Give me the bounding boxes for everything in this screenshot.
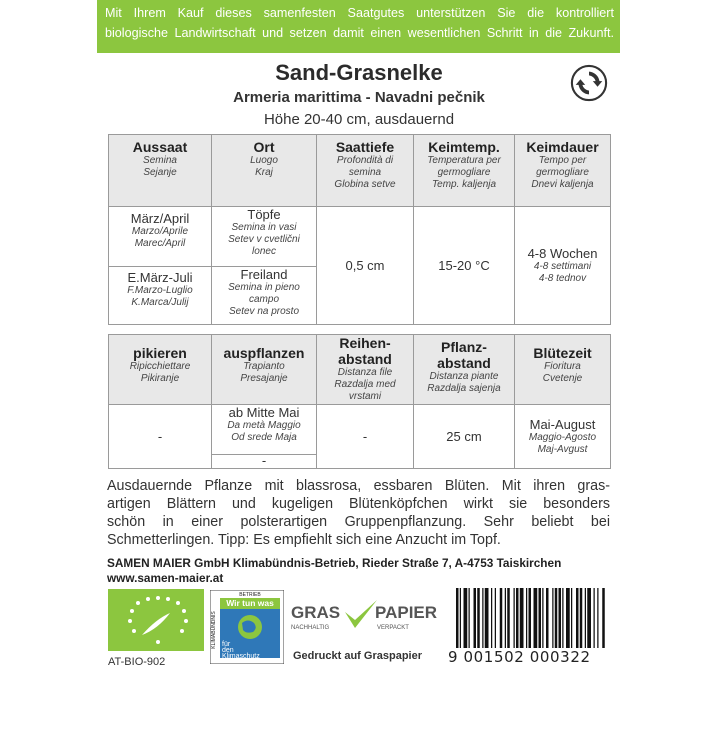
cell-keimdauer: 4-8 Wochen 4-8 settimani 4-8 tednov <box>515 207 611 325</box>
description-line-1: Ausdauernde Pflanze mit blassrosa, essbaren Blüten. Mit ihren gras- <box>107 478 610 494</box>
product-height: Höhe 20-40 cm, ausdauernd <box>263 111 455 128</box>
barcode-icon <box>452 588 610 650</box>
klima-line-4: Klimaschutz <box>222 653 260 660</box>
sowing-table <box>108 134 611 325</box>
klima-line-3: den <box>222 647 234 654</box>
header-aussaat: Aussaat Semina Sejanje <box>109 135 212 207</box>
klima-side-text: KLIMABÜNDNIS <box>211 611 217 649</box>
gras-sub-2: VERPACKT <box>377 625 409 631</box>
company-address: SAMEN MAIER GmbH Klimabündnis-Betrieb, Rieder Straße 7, A-4753 Taiskirchen <box>107 556 562 570</box>
klimabuendnis-logo-icon <box>210 590 284 664</box>
eu-bio-code: AT-BIO-902 <box>108 656 166 668</box>
cell-ausp-2: - <box>212 455 317 469</box>
eu-organic-logo-icon <box>108 589 204 651</box>
gras-word-2: PAPIER <box>375 603 438 622</box>
cell-ort-2: Freiland Semina in pieno campo Setev na prosto <box>212 267 317 325</box>
cell-pikieren: - <box>109 405 212 469</box>
klima-line-2: für <box>222 641 231 648</box>
banner-line-1: Mit Ihrem Kauf dieses samenfesten Saatgutes unterstützen Sie die kontrolliert <box>105 6 614 20</box>
planting-table <box>108 334 611 469</box>
header-bluetezeit: Blütezeit Fioritura Cvetenje <box>515 335 611 405</box>
description <box>107 477 610 549</box>
cell-pflanzabstand: 25 cm <box>414 405 515 469</box>
gras-sub-1: NACHHALTIG <box>291 625 330 631</box>
header-reihenabstand: Reihen- abstand Distanza file Razdalja med vrstami <box>317 335 414 405</box>
klima-top-text: BETRIEB <box>239 592 261 598</box>
description-line-2: artigen Blättern und kugeligen Blütenköpfchen wirkt sie besonders <box>107 496 610 512</box>
header-auspflanzen: auspflanzen Trapianto Presajanje <box>212 335 317 405</box>
header-keimtemp: Keimtemp. Temperatura per germogliare Temp. kaljenja <box>414 135 515 207</box>
header-pikieren: pikieren Ripicchiettare Pikiranje <box>109 335 212 405</box>
banner-line-2: biologische Landwirtschaft und setzen damit einen wesentlichen Schritt in die Zukunft. <box>105 26 614 40</box>
gras-word-1: GRAS <box>291 603 341 622</box>
description-line-3: schön in einer polsterartigen Gruppenpflanzung. Sehr beliebt bei <box>107 514 610 530</box>
header-ort: Ort Luogo Kraj <box>212 135 317 207</box>
header-keimdauer: Keimdauer Tempo per germogliare Dnevi kaljenja <box>515 135 611 207</box>
cell-bluetezeit: Mai-August Maggio-Agosto Maj-Avgust <box>515 405 611 469</box>
cell-reihenabstand: - <box>317 405 414 469</box>
barcode-number: 9 001502 000322 <box>448 648 591 666</box>
product-subtitle: Armeria marittima - Navadni pečnik <box>233 89 485 106</box>
graspapier-note: Gedruckt auf Graspapier <box>293 650 422 662</box>
cell-ausp-1: ab Mitte Mai Da metà Maggio Od srede Maja <box>212 405 317 455</box>
cell-keimtemp: 15-20 °C <box>414 207 515 325</box>
cell-aussaat-2: E.März-Juli F.Marzo-Luglio K.Marca/Julij <box>109 267 212 325</box>
green-dot-recycle-icon <box>570 64 608 102</box>
header-saattiefe: Saattiefe Profondità di semina Globina setve <box>317 135 414 207</box>
product-title: Sand-Grasnelke <box>275 60 443 85</box>
cell-saattiefe: 0,5 cm <box>317 207 414 325</box>
cell-ort-1: Töpfe Semina in vasi Setev v cvetlični lonec <box>212 207 317 267</box>
description-line-4: Schmetterlingen. Tipp: Es empfiehlt sich eine Anzucht im Topf. <box>107 532 501 548</box>
website: www.samen-maier.at <box>107 571 224 585</box>
header-pflanzabstand: Pflanz- abstand Distanza piante Razdalja sajenja <box>414 335 515 405</box>
cell-aussaat-1: März/April Marzo/Aprile Marec/April <box>109 207 212 267</box>
info-banner <box>97 0 620 53</box>
graspapier-logo-icon <box>291 598 441 634</box>
klima-line-1: Wir tun was <box>226 598 274 608</box>
